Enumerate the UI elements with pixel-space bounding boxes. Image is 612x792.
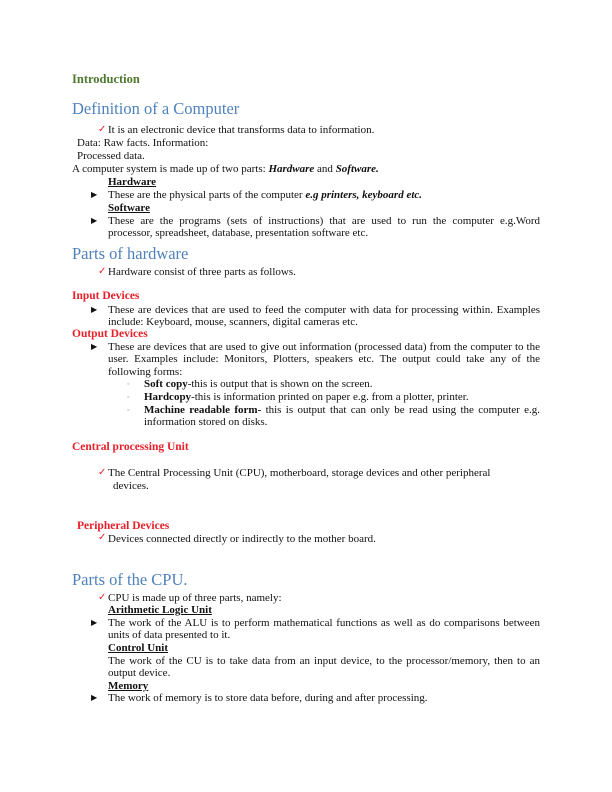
system-line [72,163,379,175]
cpu-check-cont: devices. [113,480,149,492]
alu-text: The work of the ALU is to perform mathematical functions as well as do comparisons between units of data presented to it. [108,617,540,642]
form-term: Soft copy [144,378,188,390]
parts-cpu-heading: Parts of the CPU. [72,570,188,589]
hardware-example: e.g printers, keyboard etc. [305,189,423,201]
arrow-bullet-icon: ▶ [91,305,98,314]
form-term: Hardcopy [144,391,192,403]
form-item [144,378,373,390]
check-icon: ✓ [98,124,107,135]
software-word: Software. [335,163,379,175]
form-text: -this is output that is shown on the screen. [187,378,373,390]
arrow-bullet-icon: ▶ [91,618,98,627]
peripheral-title: Peripheral Devices [77,520,170,532]
input-devices-text: These are devices that are used to feed the computer with data for processing within. Examples include: Keyboard, mouse, scanners, digital cameras etc. [108,304,540,329]
system-prefix: A computer system is made up of two parts: [72,163,269,175]
check-icon: ✓ [98,592,107,603]
check-icon: ✓ [98,467,107,478]
arrow-bullet-icon: ▶ [91,190,98,199]
form-item [144,404,540,429]
software-label: Software [108,202,150,214]
cu-label: Control Unit [108,642,168,654]
arrow-bullet-icon: ▶ [91,342,98,351]
check-icon: ✓ [98,532,107,543]
arrow-bullet-icon: ▶ [91,216,98,225]
circle-bullet-icon: ◦ [127,380,130,388]
input-devices-title: Input Devices [72,290,140,302]
form-term: Machine readable form- [144,404,262,416]
hardware-word: Hardware [268,163,315,175]
and-word: and [314,163,336,175]
output-devices-title: Output Devices [72,328,148,340]
data-line: Data: Raw facts. Information: [77,137,209,149]
cpu-check: The Central Processing Unit (CPU), motherboard, storage devices and other peripheral [108,467,491,479]
check-icon: ✓ [98,266,107,277]
hardware-label: Hardware [108,176,157,188]
definition-heading: Definition of a Computer [72,99,240,118]
alu-label: Arithmetic Logic Unit [108,604,212,616]
form-text: -this is information printed on paper e.g. from a plotter, printer. [191,391,469,403]
cpu-title: Central processing Unit [72,441,189,453]
hardware-text [108,189,422,201]
output-devices-text: These are devices that are used to give out information (processed data) from the computer to the user. Examples include: Monitors, Plotters, speakers etc. The output could take any of the following forms: [108,341,540,378]
software-text: These are the programs (sets of instructions) that are used to run the computer e.g.Word processor, spreadsheet, database, presentation software etc. [108,215,540,240]
intro-title: Introduction [72,72,140,86]
form-item [144,391,469,403]
circle-bullet-icon: ◦ [127,393,130,401]
parts-hardware-heading: Parts of hardware [72,244,189,263]
arrow-bullet-icon: ▶ [91,693,98,702]
hardware-desc: These are the physical parts of the computer [108,189,306,201]
memory-label: Memory [108,680,149,692]
form-text: this is output that can only be read using the computer e.g. information stored on disks. [144,404,540,429]
circle-bullet-icon: ◦ [127,406,130,414]
parts-cpu-check: CPU is made up of three parts, namely: [108,592,282,604]
memory-text: The work of memory is to store data before, during and after processing. [108,692,428,704]
parts-hardware-check: Hardware consist of three parts as follows. [108,266,296,278]
cu-text: The work of the CU is to take data from an input device, to the processor/memory, then to an output device. [108,655,540,680]
peripheral-check: Devices connected directly or indirectly to the mother board. [108,533,376,545]
definition-check: It is an electronic device that transforms data to information. [108,124,375,136]
processed-line: Processed data. [77,150,145,162]
